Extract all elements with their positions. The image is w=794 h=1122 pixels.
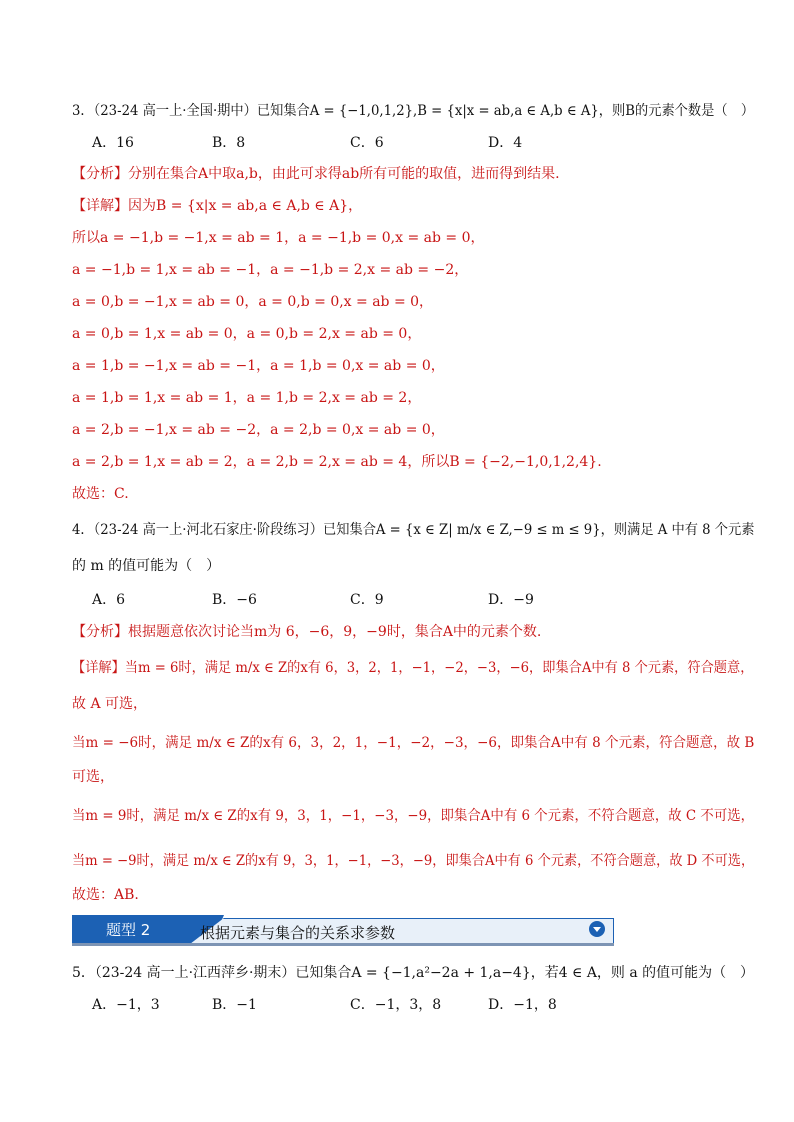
q4-detail-line: 当m = −9时，满足 m/x ∈ Z的x有 9，3，1，−1，−3，−9，即集合A中有 6 个元素，不符合题意，故 D 不可选， bbox=[72, 853, 755, 869]
q3-detail-line: 【详解】因为B = {x|x = ab,a ∈ A,b ∈ A}， bbox=[72, 198, 363, 214]
q3-answer: 故选：C. bbox=[72, 486, 129, 502]
section-tag-label: 题型 2 bbox=[106, 921, 151, 939]
section-banner-shadow bbox=[72, 943, 614, 946]
q3-detail-line: a = 2,b = 1,x = ab = 2，a = 2,b = 2,x = ab = 4，所以B = {−2,−1,0,1,2,4}. bbox=[72, 454, 602, 470]
q3-analysis: 【分析】分别在集合A中取a,b，由此可求得ab所有可能的取值，进而得到结果. bbox=[72, 166, 560, 182]
q4-analysis: 【分析】根据题意依次讨论当m为 6，−6，9，−9时，集合A中的元素个数. bbox=[72, 624, 542, 640]
q3-option-c: C．6 bbox=[350, 135, 384, 151]
section-title: 根据元素与集合的关系求参数 bbox=[200, 924, 396, 942]
q5-stem: 5．（23-24 高一上·江西萍乡·期末）已知集合A = {−1,a²−2a + 1,a−4}，若4 ∈ A，则 a 的值可能为（ ） bbox=[72, 965, 755, 981]
q4-option-c: C．9 bbox=[350, 592, 384, 608]
q5-option-a: A．−1，3 bbox=[92, 997, 160, 1013]
q4-option-d: D．−9 bbox=[488, 592, 534, 608]
q4-detail-line: 【详解】当m = 6时，满足 m/x ∈ Z的x有 6，3，2，1，−1，−2，−3，−6，即集合A中有 8 个元素，符合题意， bbox=[72, 660, 754, 676]
section-banner bbox=[72, 915, 614, 943]
q4-option-b: B．−6 bbox=[212, 592, 257, 608]
q3-option-d: D．4 bbox=[488, 135, 523, 151]
q3-detail-line: a = 2,b = −1,x = ab = −2，a = 2,b = 0,x = ab = 0， bbox=[72, 422, 445, 438]
q4-stem: 4．（23-24 高一上·河北石家庄·阶段练习）已知集合A = {x ∈ Z| m/x ∈ Z,−9 ≤ m ≤ 9}，则满足 A 中有 8 个元素 bbox=[72, 522, 755, 538]
q3-detail-line: a = 0,b = 1,x = ab = 0，a = 0,b = 2,x = ab = 0， bbox=[72, 326, 422, 342]
q3-stem: 3．（23-24 高一上·全国·期中）已知集合A = {−1,0,1,2},B = {x|x = ab,a ∈ A,b ∈ A}，则B的元素个数是（ ） bbox=[72, 103, 755, 119]
q4-detail-line: 当m = 9时，满足 m/x ∈ Z的x有 9，3，1，−1，−3，−9，即集合A中有 6 个元素，不符合题意，故 C 不可选， bbox=[72, 808, 755, 824]
q5-option-c: C．−1，3，8 bbox=[350, 997, 442, 1013]
q5-option-b: B．−1 bbox=[212, 997, 257, 1013]
q4-detail-line: 故 A 可选， bbox=[72, 696, 148, 712]
q3-option-b: B．8 bbox=[212, 135, 246, 151]
q4-answer: 故选：AB. bbox=[72, 887, 139, 903]
q3-detail-line: 所以a = −1,b = −1,x = ab = 1，a = −1,b = 0,x = ab = 0， bbox=[72, 230, 485, 246]
q3-detail-line: a = −1,b = 1,x = ab = −1，a = −1,b = 2,x = ab = −2， bbox=[72, 262, 469, 278]
q3-detail-line: a = 1,b = 1,x = ab = 1，a = 1,b = 2,x = ab = 2， bbox=[72, 390, 422, 406]
q3-option-a: A．16 bbox=[92, 135, 134, 151]
q3-detail-line: a = 1,b = −1,x = ab = −1，a = 1,b = 0,x = ab = 0， bbox=[72, 358, 445, 374]
q3-detail-line: a = 0,b = −1,x = ab = 0，a = 0,b = 0,x = ab = 0， bbox=[72, 294, 434, 310]
q4-option-a: A．6 bbox=[92, 592, 126, 608]
q5-option-d: D．−1，8 bbox=[488, 997, 557, 1013]
q4-detail-line: 当m = −6时，满足 m/x ∈ Z的x有 6，3，2，1，−1，−2，−3，−6，即集合A中有 8 个元素，符合题意，故 B bbox=[72, 735, 755, 751]
chevron-down-circle-icon bbox=[588, 920, 606, 938]
q4-stem-continued: 的 m 的值可能为（ ） bbox=[72, 558, 221, 574]
q4-detail-line: 可选， bbox=[72, 769, 114, 785]
